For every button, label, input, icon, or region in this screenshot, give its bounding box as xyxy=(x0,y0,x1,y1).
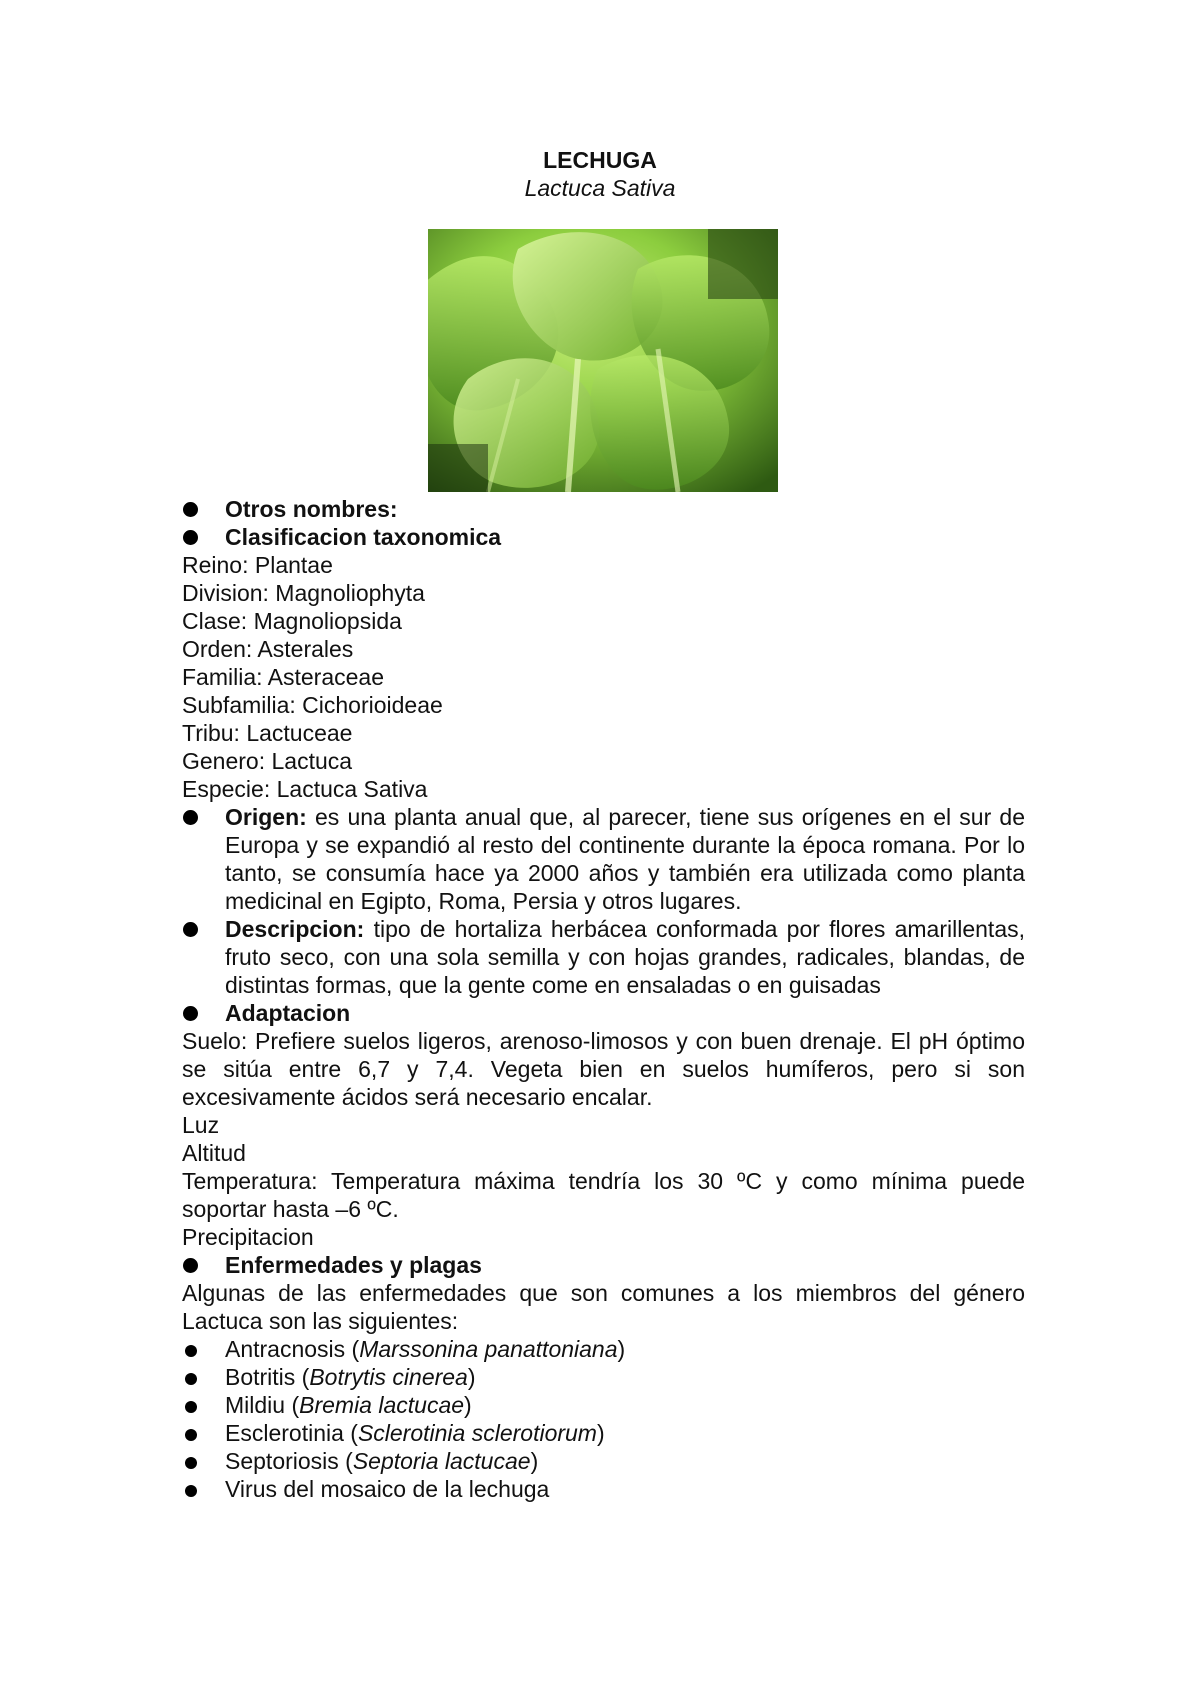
disease-latin: Marssonina panattoniana xyxy=(359,1336,618,1362)
taxonomy-row: Familia: Asteraceae xyxy=(182,664,384,690)
disease-latin: Septoria lactucae xyxy=(352,1448,531,1474)
taxonomy-row: Division: Magnoliophyta xyxy=(182,580,425,606)
taxonomy-row: Orden: Asterales xyxy=(182,636,354,662)
taxonomy-row: Subfamilia: Cichorioideae xyxy=(182,692,443,718)
taxonomy-row: Tribu: Lactuceae xyxy=(182,720,353,746)
adaptacion-altitud: Altitud xyxy=(182,1140,246,1166)
bullet-origen xyxy=(182,803,1025,915)
heading-otros-nombres: Otros nombres: xyxy=(225,496,398,522)
disease-item xyxy=(182,1363,1025,1391)
taxonomy-row: Especie: Lactuca Sativa xyxy=(182,776,428,802)
heading-enfermedades: Enfermedades y plagas xyxy=(225,1252,482,1278)
adaptacion-luz: Luz xyxy=(182,1112,220,1138)
disease-item xyxy=(182,1419,1025,1447)
disease-item xyxy=(182,1447,1025,1475)
taxonomy-row: Genero: Lactuca xyxy=(182,748,353,774)
disease-name: Antracnosis ( xyxy=(225,1336,360,1362)
adaptacion-precipitacion: Precipitacion xyxy=(182,1224,314,1250)
origen-text: es una planta anual que, al parecer, tiene sus orígenes en el sur de Europa y se expandió al resto del continente durante la época romana. Por lo tanto, se consumía hace ya 2000 años y también era utilizada como planta medicinal en Egipto, Roma, Persia y otros lugares. xyxy=(225,804,1026,914)
disease-name: Esclerotinia ( xyxy=(225,1420,358,1446)
disease-close: ) xyxy=(596,1420,605,1446)
disease-item xyxy=(182,1335,1025,1363)
adaptacion-suelo: Suelo: Prefiere suelos ligeros, arenoso-limosos y con buen drenaje. El pH óptimo se sitúa entre 6,7 y 7,4. Vegeta bien en suelos humíferos, pero si son excesivamente ácidos será necesario encalar. xyxy=(182,1028,1025,1110)
disease-latin: Sclerotinia sclerotiorum xyxy=(357,1420,597,1446)
bullet-descripcion xyxy=(182,915,1025,999)
disease-latin: Bremia lactucae xyxy=(299,1392,465,1418)
heading-adaptacion: Adaptacion xyxy=(225,1000,351,1026)
adaptacion-temperatura: Temperatura: Temperatura máxima tendría los 30 ºC y como mínima puede soportar hasta –6 ºC. xyxy=(182,1168,1025,1222)
heading-clasificacion: Clasificacion taxonomica xyxy=(225,524,502,550)
heading-origen: Origen: xyxy=(225,804,307,830)
disease-item xyxy=(182,1475,1025,1503)
taxonomy-row: Clase: Magnoliopsida xyxy=(182,608,402,634)
disease-name: Botritis ( xyxy=(225,1364,310,1390)
disease-latin: Botrytis cinerea xyxy=(309,1364,468,1390)
bullet-adaptacion xyxy=(182,999,1025,1027)
document-title: LECHUGA xyxy=(543,147,657,173)
disease-name: Virus del mosaico de la lechuga xyxy=(225,1476,550,1502)
bullet-otros-nombres xyxy=(182,495,1025,523)
disease-name: Mildiu ( xyxy=(225,1392,300,1418)
disease-close: ) xyxy=(464,1392,472,1418)
enfermedades-intro: Algunas de las enfermedades que son comunes a los miembros del género Lactuca son las siguientes: xyxy=(182,1280,1025,1334)
disease-item xyxy=(182,1391,1025,1419)
document-body xyxy=(182,495,1025,1503)
disease-close: ) xyxy=(530,1448,539,1474)
bullet-clasificacion xyxy=(182,523,1025,551)
descripcion-text: tipo de hortaliza herbácea conformada por flores amarillentas, fruto seco, con una sola semilla y con hojas grandes, radicales, blandas, de distintas formas, que la gente come en ensaladas o en guisadas xyxy=(225,916,1025,998)
bullet-enfermedades xyxy=(182,1251,1025,1279)
scientific-name: Lactuca Sativa xyxy=(524,175,676,201)
disease-close: ) xyxy=(617,1336,626,1362)
taxonomy-row: Reino: Plantae xyxy=(182,552,333,578)
disease-name: Septoriosis ( xyxy=(225,1448,353,1474)
disease-close: ) xyxy=(467,1364,476,1390)
lettuce-photo xyxy=(428,229,778,492)
heading-descripcion: Descripcion: xyxy=(225,916,365,942)
